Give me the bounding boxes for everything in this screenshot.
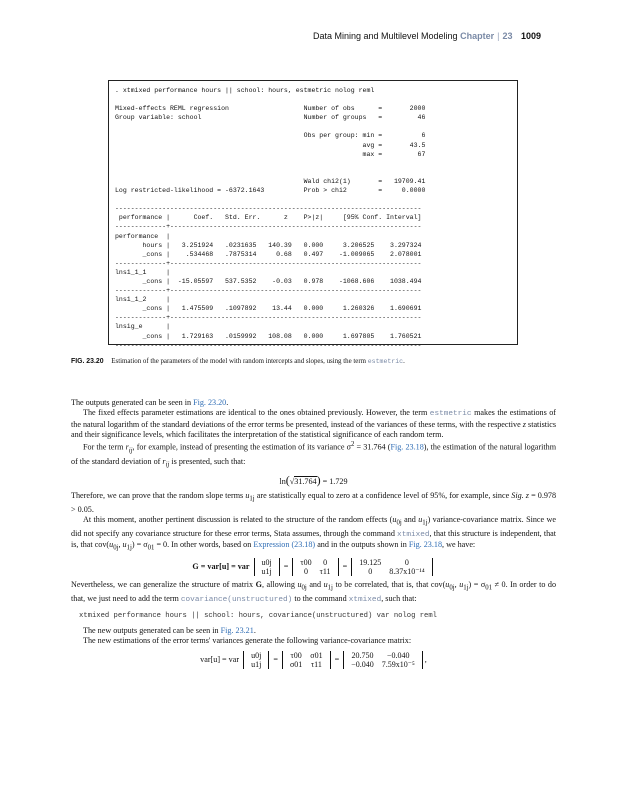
paragraph: Nevertheless, we can generalize the structure of matrix G, allowing $u_{0j}$ and $u_{1j}$ to be correlated, that is, that $cov(u_{0j}$, $u_{1j}) = \sigma_{01} \ne 0$. In order to do that, we just need to add the term covariance(unstructured) to the command xtmixed, such that: <box>71 580 557 605</box>
fig-link[interactable]: Fig. 23.20 <box>193 398 227 407</box>
expression-link[interactable]: Expression (23.18) <box>253 540 316 550</box>
running-header: Data Mining and Multilevel Modeling Chapter | 23 1009 <box>312 31 541 41</box>
equation-G-matrix: G = var[u] = var u0j u1j = τ00 0 0 τ11 = 19.125 0 0 8.37x10⁻¹⁴ <box>71 558 556 576</box>
paragraph: The new estimations of the error terms' variances generate the following variance-covariance matrix: <box>83 636 412 646</box>
paragraph: The fixed effects parameter estimations are identical to the ones obtained previously. However, the term estmetric makes the estimations of the natural logarithm of the standard deviations of the error terms be presented, instead of the variances of these terms, with the respective z statistics and their significance levels, which facilitates the interpretation of the statistical significance of each random term. <box>71 408 557 439</box>
chapter-number: 23 <box>502 31 513 41</box>
page-number: 1009 <box>520 31 541 41</box>
figure-caption: FIG. 23.20 Estimation of the parameters of the model with random intercepts and slopes, using the term estmetric. <box>71 358 405 365</box>
caption-text: Estimation of the parameters of the model with random intercepts and slopes, using the term <box>111 358 366 365</box>
caption-label: FIG. 23.20 <box>71 358 104 365</box>
paragraph: The new outputs generated can be seen in Fig. 23.21. <box>83 625 256 635</box>
paragraph: Therefore, we can prove that the random slope terms $u_{1j}$ are statistically equal to zero at a confidence level of 95%, for example, since Sig. z = 0.978 > 0.05. <box>71 491 557 514</box>
figure-stata-output <box>108 80 518 349</box>
equation-var-matrix: var[u] = var u0j u1j = τ00 σ01 σ01 τ11 = 20.750 −0.040 −0.040 7.59x10⁻⁵ , <box>200 650 427 669</box>
code-line: xtmixed performance hours || school: hours, covariance(unstructured) var nolog reml <box>79 611 437 620</box>
stata-output-text: . xtmixed performance hours || school: hours, estmetric nolog reml Mixed-effects REML regression Number of obs = 2000 Group variable: school Number of groups = 46 Obs per group: min = 6 avg = 43.5 max = 67 Wald chi2(1) = 19709.41 Log restricted-likelihood = -6372.1643 Prob > chi2 = 0.0000 ------------------------------------------------------------------------------ performance | Coef. Std. Err. z P>|z| [95% Conf. Interval] -------------+---------------------------------------------------------------- performance | hours | 3.251924 .0231635 140.39 0.000 3.206525 3.297324 _cons | .534468 .7875314 0.68 0.497 -1.009065 2.078001 -------------+---------------------------------------------------------------- lns1_1_1 | _cons | -15.05597 537.5352 -0.03 0.978 -1068.606 1038.494 -------------+---------------------------------------------------------------- lns1_1_2 | _cons | 1.475509 .1097892 13.44 0.000 1.260326 1.690691 -------------+---------------------------------------------------------------- lnsig_e | _cons | 1.729163 .0159992 108.08 0.000 1.697805 1.760521 ------------------------------------------------------------------------------ <box>115 87 426 349</box>
fig-link[interactable]: Fig. 23.18 <box>390 442 424 452</box>
fig-link[interactable]: Fig. 23.18 <box>408 540 443 550</box>
fig-link[interactable]: Fig. 23.21 <box>220 625 254 635</box>
paragraph: For the term $r_{ij}$, for example, instead of presenting the estimation of its variance $\sigma^2 = 31.764$ (Fig. 23.18), the estimation of the natural logarithm of the standard deviation of $r_{ij}$ is presented, such that: <box>71 441 557 469</box>
equation-ln: ln(√31.764) = 1.729 <box>279 472 348 487</box>
paragraph: The outputs generated can be seen in Fig. 23.20. <box>71 398 229 407</box>
caption-code: estmetric <box>367 358 404 365</box>
chapter-word: Chapter <box>460 31 495 41</box>
book-title: Data Mining and Multilevel Modeling <box>312 31 458 41</box>
body-text <box>71 398 556 673</box>
paragraph: At this moment, another pertinent discussion is related to the structure of the random effects ($u_{0j}$ and $u_{1j}$) variance-covariance matrix. Since we did not specify any covariance structure for these error terms, Stata assumes, through the command xtmixed, that this structure is independent, that is, that $cov(u_{0j}$, $u_{1j}) = \sigma_{01} = 0$. In other words, based on Expression (23.18) and in the outputs shown in Fig. 23.18, we have: <box>71 515 557 553</box>
